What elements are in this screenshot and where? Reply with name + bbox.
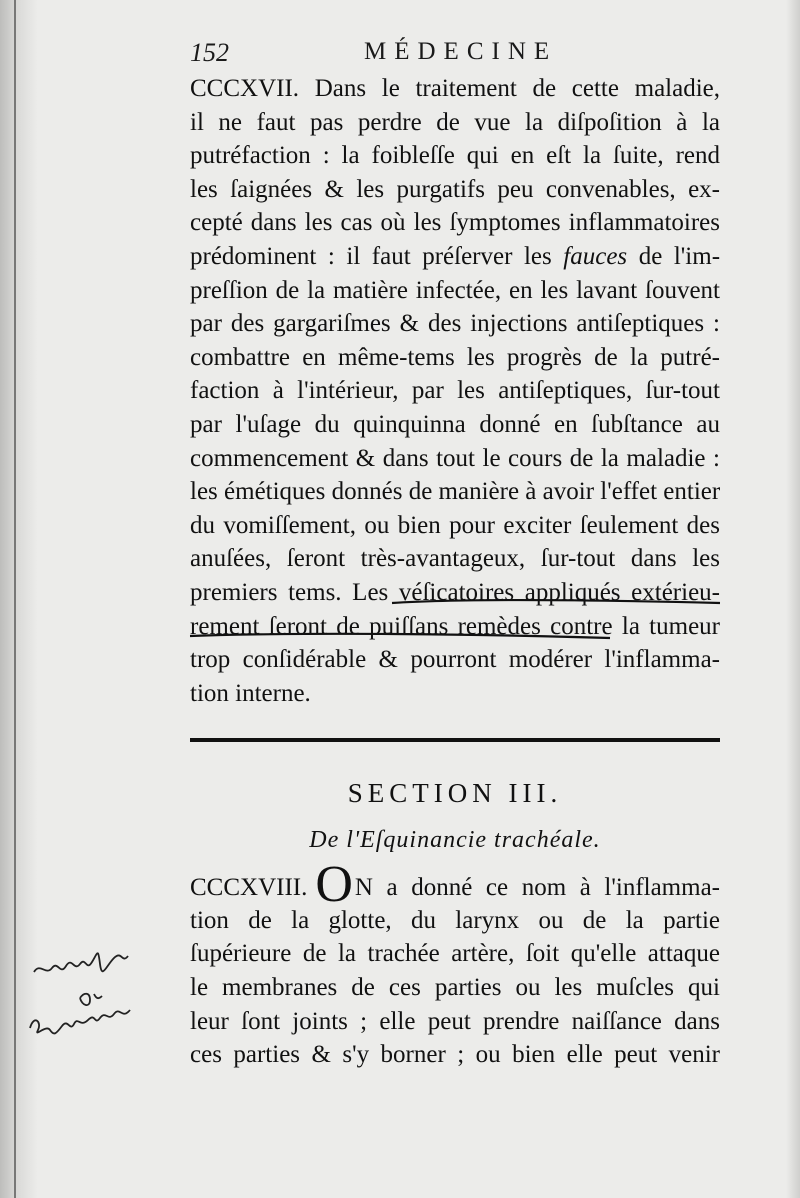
handwritten-margin-note — [28, 950, 168, 1050]
text-line: leur ſont joints ; elle peut prendre naiſſance dans — [190, 1007, 720, 1035]
text-line: le membranes de ces parties ou les muſcles qui — [190, 974, 720, 1002]
text-line: par des gargariſmes & des injections antiſeptiques : — [190, 310, 720, 338]
section-subtitle: De l'Eſquinancie trachéale. — [309, 827, 601, 854]
text-line: combattre en même-tems les progrès de la putré- — [190, 343, 720, 371]
paragraph-number: CCCXVIII. — [190, 874, 308, 902]
text-line: putréfaction : la foibleſſe qui en eſt la ſuite, rend — [190, 142, 720, 170]
text-line: cepté dans les cas où les ſymptomes inflammatoires — [190, 209, 720, 237]
text-line: preſſion de la matière infectée, en les lavant ſouvent — [190, 276, 720, 304]
text-line: du vomiſſement, ou bien pour exciter ſeulement des — [190, 511, 720, 539]
text-line: faction à l'intérieur, par les antiſeptiques, ſur-tout — [190, 377, 720, 405]
text-line-underlined: rement ſeront de puiſſans remèdes contre la tumeur — [190, 612, 720, 640]
running-head — [190, 36, 720, 70]
text-line: commencement & dans tout le cours de la maladie : — [190, 444, 720, 472]
text-line: tion de la glotte, du larynx ou de la partie — [190, 906, 720, 934]
text-line: par l'uſage du quinquinna donné en ſubſtance au — [190, 410, 720, 438]
text-line: il ne faut pas perdre de vue la diſpoſition à la — [190, 108, 720, 136]
paragraph-cccxviii — [190, 856, 720, 1072]
text-line: CCCXVII. Dans le traitement de cette maladie, — [190, 75, 720, 102]
horizontal-rule — [190, 738, 720, 742]
running-title: MÉDECINE — [364, 38, 558, 65]
text-line: tion interne. — [190, 679, 311, 707]
text-block — [190, 72, 720, 1072]
binding-edge — [14, 0, 16, 1198]
text-line: trop conſidérable & pourront modérer l'inflamma- — [190, 646, 720, 674]
text-line — [190, 240, 720, 274]
page-edge-shadow — [786, 0, 800, 1198]
italic-word-fauces: fauces — [563, 242, 628, 270]
text-segment: prédominent : il faut préſerver les — [190, 242, 552, 270]
text-line: ſupérieure de la trachée artère, ſoit qu'elle attaque — [190, 940, 720, 968]
drop-cap: O — [315, 856, 353, 914]
text-line: anuſées, ſeront très-avantageux, ſur-tout dans les — [190, 545, 720, 573]
text-line: les ſaignées & les purgatifs peu convenables, ex- — [190, 175, 720, 203]
paragraph-cccxvii — [190, 72, 720, 710]
page-number: 152 — [190, 38, 229, 67]
text-segment: de l'im- — [638, 242, 721, 270]
text-segment: N a donné ce nom à l'inflamma- — [354, 874, 720, 902]
text-line: ces parties & s'y borner ; ou bien elle peut venir — [190, 1041, 720, 1069]
text-line — [190, 856, 720, 914]
text-line: les émétiques donnés de manière à avoir l'effet entier — [190, 478, 721, 506]
section-title: SECTION III. — [347, 778, 563, 809]
section-rule — [190, 710, 720, 768]
text-line-underlined: premiers tems. Les véſicatoires appliqués extérieu- — [190, 578, 720, 606]
